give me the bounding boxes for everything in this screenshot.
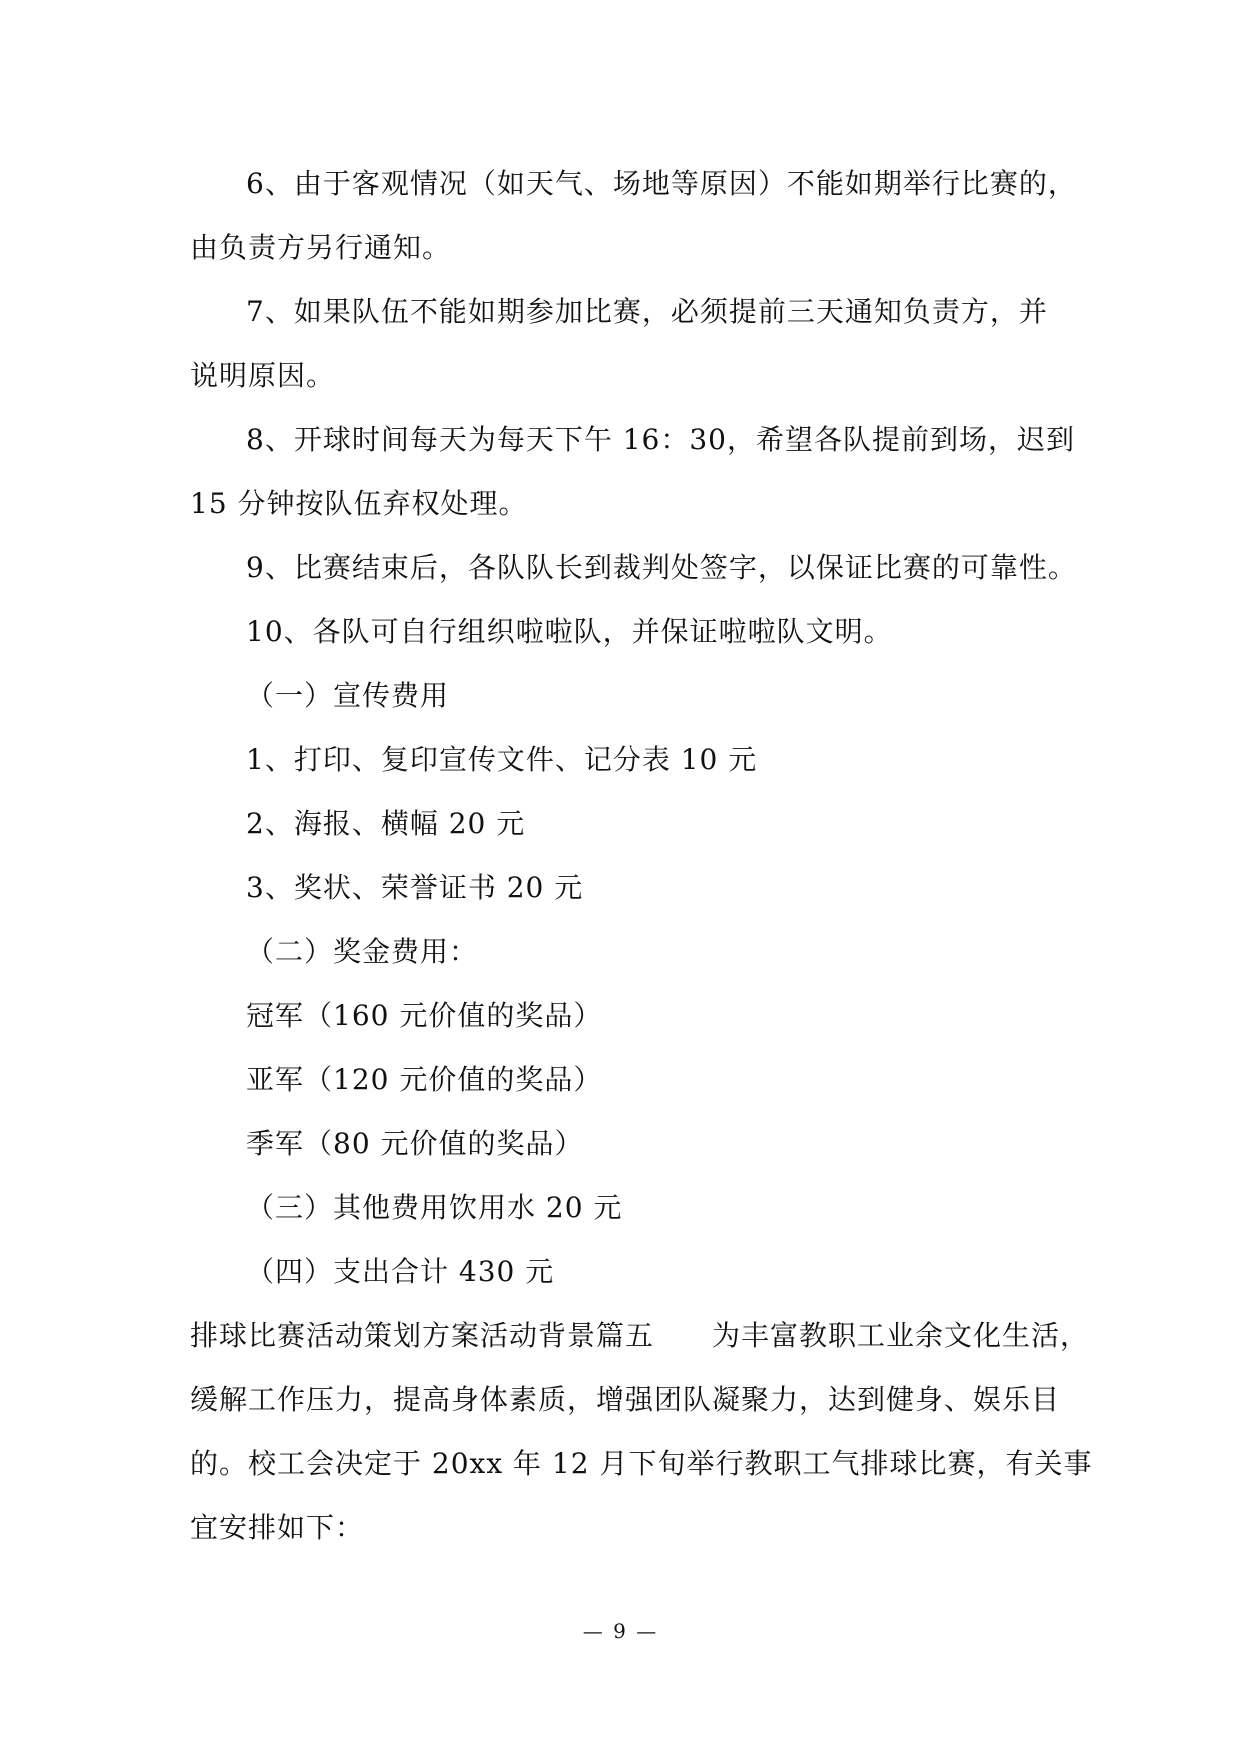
- list-item: 2、海报、横幅 20 元: [246, 807, 526, 840]
- list-item: 3、奖状、荣誉证书 20 元: [246, 871, 584, 904]
- list-item: 1、打印、复印宣传文件、记分表 10 元: [246, 743, 758, 776]
- list-item: 亚军（120 元价值的奖品）: [246, 1063, 603, 1096]
- paragraph-line: 宜安排如下：: [190, 1511, 365, 1544]
- paragraph-line: 排球比赛活动策划方案活动背景篇五 为丰富教职工业余文化生活，: [190, 1319, 1090, 1352]
- paragraph-line: 8、开球时间每天为每天下午 16：30，希望各队提前到场，迟到: [246, 423, 1075, 456]
- section-heading: （三）其他费用饮用水 20 元: [246, 1191, 623, 1224]
- paragraph-line: 的。校工会决定于 20xx 年 12 月下旬举行教职工气排球比赛，有关事: [190, 1447, 1093, 1480]
- paragraph-line: 由负责方另行通知。: [190, 231, 452, 264]
- paragraph-line: 说明原因。: [190, 359, 336, 392]
- section-heading: （四）支出合计 430 元: [246, 1255, 555, 1288]
- section-heading: （一）宣传费用: [246, 679, 450, 712]
- paragraph-line: 15 分钟按队伍弃权处理。: [190, 487, 528, 520]
- section-heading: （二）奖金费用：: [246, 935, 479, 968]
- paragraph-line: 9、比赛结束后，各队队长到裁判处签字，以保证比赛的可靠性。: [246, 551, 1077, 584]
- page-number: — 9 —: [582, 1619, 659, 1643]
- paragraph-line: 10、各队可自行组织啦啦队，并保证啦啦队文明。: [246, 615, 893, 648]
- paragraph-line: 7、如果队伍不能如期参加比赛，必须提前三天通知负责方，并: [246, 295, 1048, 328]
- paragraph-line: 6、由于客观情况（如天气、场地等原因）不能如期举行比赛的，: [246, 167, 1077, 200]
- list-item: 季军（80 元价值的奖品）: [246, 1127, 584, 1160]
- list-item: 冠军（160 元价值的奖品）: [246, 999, 603, 1032]
- paragraph-line: 缓解工作压力，提高身体素质，增强团队凝聚力，达到健身、娱乐目: [190, 1383, 1061, 1416]
